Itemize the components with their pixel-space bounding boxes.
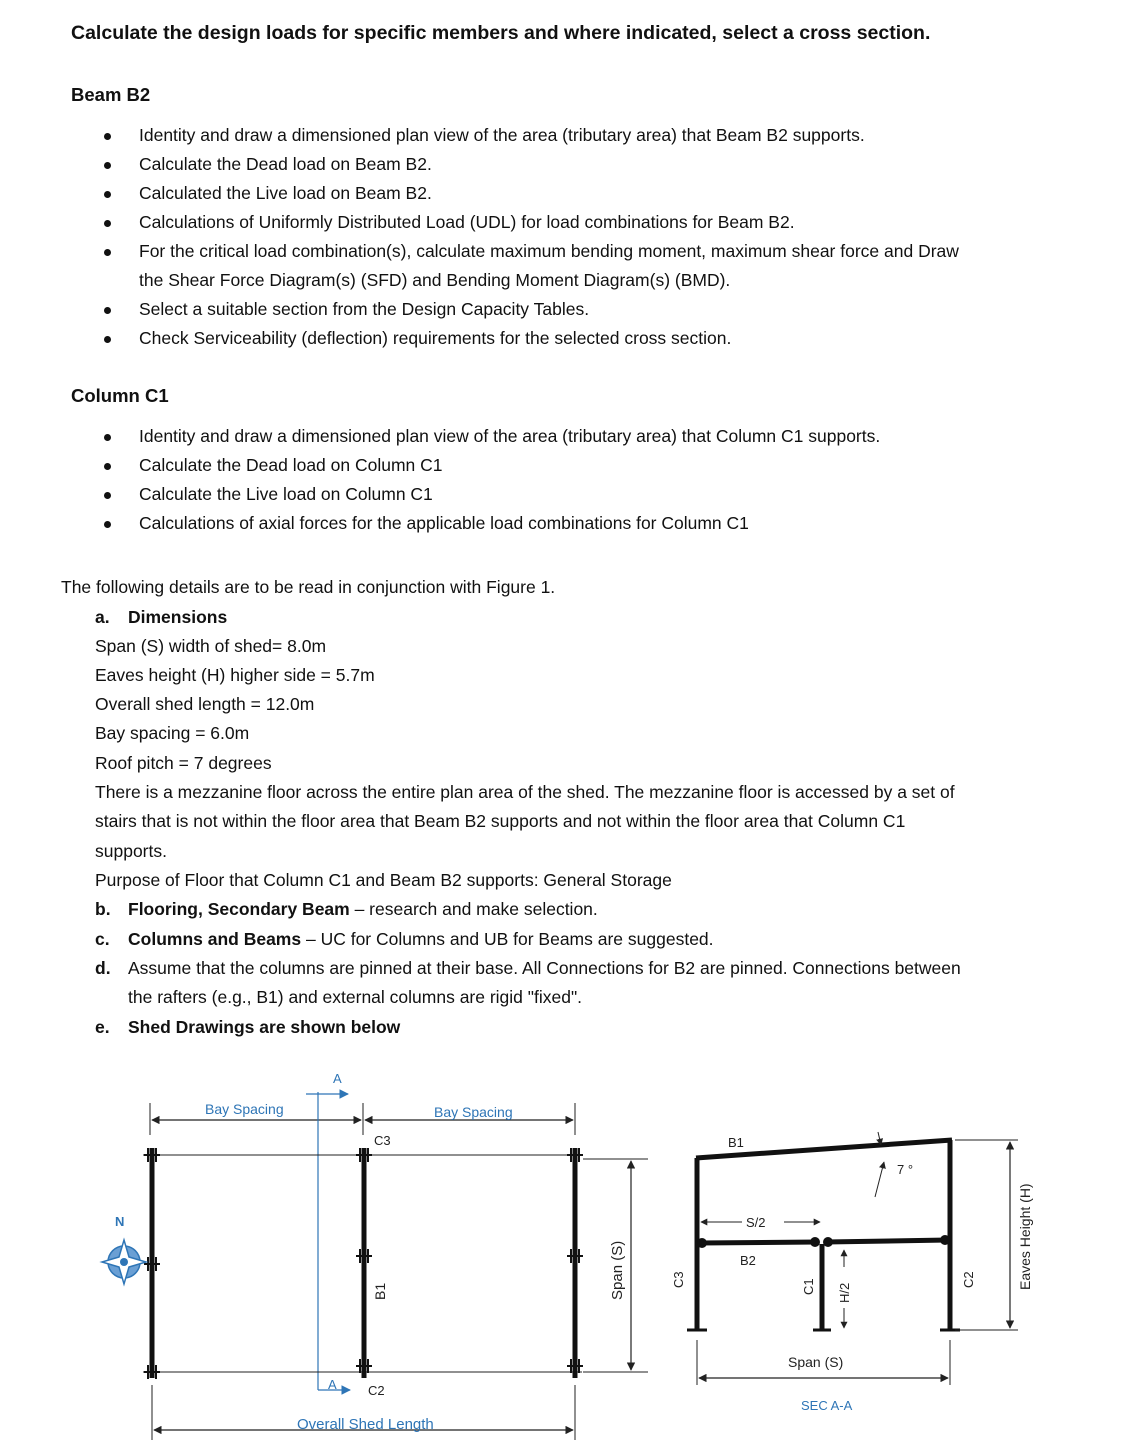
- item-d-label: d.: [95, 958, 111, 978]
- bay-value: Bay spacing = 6.0m: [95, 723, 250, 743]
- plan-view: [102, 1071, 648, 1440]
- list-item: Identity and draw a dimensioned plan view of the area (tributary area) that Column C1 supports.: [0, 422, 1142, 451]
- beam-task-list: [0, 121, 1142, 353]
- compass-icon: [102, 1240, 146, 1284]
- eaves-value: Eaves height (H) higher side = 5.7m: [95, 665, 375, 685]
- plan-c2-label: C2: [368, 1383, 385, 1398]
- section-c1-label: C1: [801, 1278, 816, 1295]
- section-span-label: Span (S): [788, 1354, 844, 1370]
- item-d-line-2: the rafters (e.g., B1) and external columns are rigid "fixed".: [128, 987, 583, 1007]
- plan-c3-label: C3: [374, 1133, 391, 1148]
- item-d-line-1: Assume that the columns are pinned at their base. All Connections for B2 are pinned. Connections between: [128, 958, 961, 978]
- mezzanine-line-1: There is a mezzanine floor across the entire plan area of the shed. The mezzanine floor is accessed by a set of: [95, 782, 955, 802]
- item-c: Columns and Beams – UC for Columns and UB for Beams are suggested.: [128, 929, 714, 949]
- list-item: Calculate the Live load on Column C1: [0, 480, 1142, 509]
- plan-span-label: Span (S): [609, 1240, 626, 1300]
- mezzanine-line-3: supports.: [95, 841, 167, 861]
- section-b1-label: B1: [728, 1135, 744, 1150]
- bay-spacing-label-1: Bay Spacing: [205, 1101, 284, 1117]
- item-a-label: a.: [95, 607, 110, 627]
- list-item: Calculated the Live load on Beam B2.: [0, 179, 1142, 208]
- floor-purpose: Purpose of Floor that Column C1 and Beam B2 supports: General Storage: [95, 870, 672, 890]
- column-task-list: [0, 422, 1142, 538]
- list-item: Calculations of Uniformly Distributed Load (UDL) for load combinations for Beam B2.: [0, 208, 1142, 237]
- pitch-label: 7 °: [897, 1162, 914, 1177]
- mezzanine-line-2: stairs that is not within the floor area that Beam B2 supports and not within the floor area that Column C1: [95, 811, 906, 831]
- plan-b1-label: B1: [372, 1282, 388, 1300]
- list-item: Calculations of axial forces for the applicable load combinations for Column C1: [0, 509, 1142, 538]
- item-e-title: Shed Drawings are shown below: [128, 1017, 401, 1037]
- list-item: Check Serviceability (deflection) requirements for the selected cross section.: [0, 324, 1142, 353]
- shed-drawings: [0, 1060, 1142, 1456]
- item-b: Flooring, Secondary Beam – research and make selection.: [128, 899, 598, 919]
- eaves-height-label: Eaves Height (H): [1017, 1183, 1033, 1290]
- details-intro: The following details are to be read in conjunction with Figure 1.: [61, 577, 556, 597]
- beam-b2: [699, 1242, 818, 1243]
- section-c3-label: C3: [671, 1271, 686, 1288]
- section-c2-label: C2: [961, 1271, 976, 1288]
- item-c-label: c.: [95, 929, 110, 949]
- list-item: Calculate the Dead load on Beam B2.: [0, 150, 1142, 179]
- list-item: Identity and draw a dimensioned plan view of the area (tributary area) that Beam B2 supports.: [0, 121, 1142, 150]
- section-a-bottom-label: A: [328, 1377, 337, 1392]
- north-label: N: [115, 1214, 125, 1229]
- pitch-value: Roof pitch = 7 degrees: [95, 753, 272, 773]
- overall-length-label: Overall Shed Length: [297, 1416, 434, 1433]
- item-a-title: Dimensions: [128, 607, 228, 627]
- length-value: Overall shed length = 12.0m: [95, 694, 315, 714]
- list-item: For the critical load combination(s), calculate maximum bending moment, maximum shear force and Draw: [0, 237, 1142, 266]
- bay-spacing-label-2: Bay Spacing: [434, 1104, 513, 1120]
- list-item: Select a suitable section from the Design Capacity Tables.: [0, 295, 1142, 324]
- list-item-continuation: the Shear Force Diagram(s) (SFD) and Bending Moment Diagram(s) (BMD).: [139, 270, 731, 290]
- section-b2-label: B2: [740, 1253, 756, 1268]
- list-item: Calculate the Dead load on Column C1: [0, 451, 1142, 480]
- item-e-label: e.: [95, 1017, 110, 1037]
- section-view: [671, 1132, 1033, 1413]
- section-title-label: SEC A-A: [801, 1398, 853, 1413]
- h2-label: H/2: [837, 1282, 852, 1303]
- item-b-label: b.: [95, 899, 111, 919]
- column-heading: Column C1: [71, 385, 169, 406]
- section-a-top-label: A: [333, 1071, 342, 1086]
- page-title: Calculate the design loads for specific members and where indicated, select a cross section.: [71, 22, 931, 44]
- half-span-label: S/2: [746, 1215, 766, 1230]
- span-value: Span (S) width of shed= 8.0m: [95, 636, 327, 656]
- mezzanine-beam-right: [826, 1240, 948, 1242]
- beam-heading: Beam B2: [71, 84, 151, 105]
